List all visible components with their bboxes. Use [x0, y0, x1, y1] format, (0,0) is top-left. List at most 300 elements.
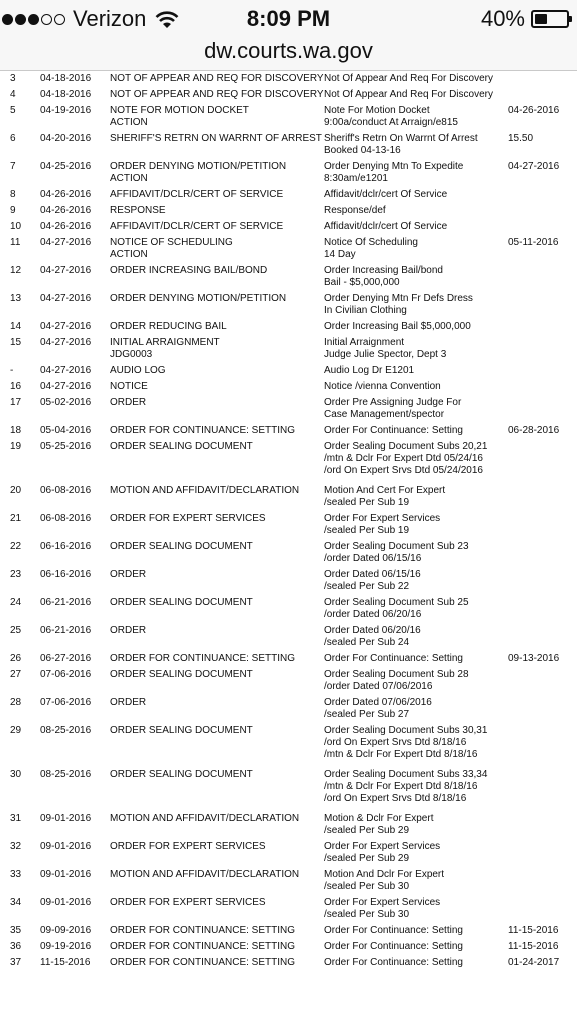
- row-number: [10, 897, 21, 909]
- row-date: [40, 379, 91, 395]
- row-description-line: Order Dated 07/06/2016: [324, 697, 432, 708]
- row-description-line: Response/def: [324, 205, 386, 216]
- row-description-line: 9:00a/conduct At Arraign/e815: [324, 117, 458, 128]
- row-description: [324, 597, 469, 621]
- row-description: [324, 513, 440, 537]
- row-code: [110, 923, 295, 939]
- row-date: [40, 71, 91, 87]
- row-date: [40, 161, 91, 173]
- row-description: [324, 379, 441, 395]
- row-description-line: Order Dated 06/20/16: [324, 625, 421, 636]
- row-number: [10, 923, 21, 939]
- row-date: [40, 597, 91, 609]
- row-code-line: ORDER FOR EXPERT SERVICES: [110, 513, 266, 524]
- row-code-line: ACTION: [110, 173, 148, 184]
- row-number-line: 14: [10, 321, 22, 332]
- table-row: [0, 667, 577, 695]
- row-code-line: ACTION: [110, 117, 148, 128]
- row-description-line: Motion & Dclr For Expert: [324, 813, 434, 824]
- row-date: [40, 541, 91, 553]
- row-date-line: 04-18-2016: [40, 89, 92, 100]
- row-description-line: Initial Arraignment: [324, 337, 405, 348]
- row-number: [10, 597, 21, 609]
- row-description-line: Audio Log Dr E1201: [324, 365, 415, 376]
- row-description: [324, 133, 478, 157]
- table-row: [0, 87, 577, 103]
- row-date: [40, 841, 91, 853]
- row-description: [324, 265, 443, 289]
- row-date-line: 09-09-2016: [40, 925, 92, 936]
- row-code: [110, 485, 299, 497]
- row-number-line: 33: [10, 869, 22, 880]
- row-number: [10, 725, 21, 737]
- row-number: [10, 161, 16, 173]
- table-row: [0, 319, 577, 335]
- row-date-line: 11-15-2016: [40, 957, 91, 968]
- row-number-line: 29: [10, 725, 22, 736]
- row-date: [40, 869, 91, 881]
- row-date-line: 04-20-2016: [40, 133, 92, 144]
- row-number: [10, 939, 21, 955]
- row-description: [324, 541, 469, 565]
- row-date: [40, 203, 91, 219]
- row-date: [40, 651, 91, 667]
- row-description-line: /sealed Per Sub 19: [324, 497, 410, 508]
- row-code-line: SHERIFF'S RETRN ON WARRNT OF ARREST: [110, 133, 322, 144]
- row-description-line: Order Increasing Bail $5,000,000: [324, 321, 471, 332]
- row-code-line: NOTE FOR MOTION DOCKET: [110, 105, 249, 116]
- table-row: [0, 103, 577, 131]
- row-code: [110, 769, 253, 781]
- table-row: [0, 203, 577, 219]
- row-code: [110, 513, 266, 525]
- row-description: [324, 441, 487, 477]
- row-number-line: 32: [10, 841, 22, 852]
- row-description-line: In Civilian Clothing: [324, 305, 407, 316]
- table-row: [0, 335, 577, 363]
- row-date: [40, 133, 91, 145]
- row-description-line: Order For Continuance: Setting: [324, 941, 463, 952]
- row-number-line: 31: [10, 813, 22, 824]
- row-description-line: /sealed Per Sub 19: [324, 525, 410, 536]
- row-code-line: MOTION AND AFFIDAVIT/DECLARATION: [110, 485, 300, 496]
- row-description: [324, 923, 463, 939]
- row-code-line: INITIAL ARRAIGNMENT: [110, 337, 220, 348]
- row-code-line: MOTION AND AFFIDAVIT/DECLARATION: [110, 813, 300, 824]
- table-row: [0, 483, 577, 511]
- table-row: [0, 439, 577, 483]
- row-date: [40, 485, 91, 497]
- row-date-line: 04-26-2016: [40, 205, 92, 216]
- row-number-line: 12: [10, 265, 22, 276]
- row-description-line: Bail - $5,000,000: [324, 277, 400, 288]
- row-code-line: ORDER FOR CONTINUANCE: SETTING: [110, 925, 296, 936]
- row-description: [324, 237, 418, 261]
- row-code: [110, 441, 253, 453]
- row-code: [110, 105, 249, 129]
- row-date-line: 04-27-2016: [40, 337, 92, 348]
- row-code: [110, 161, 286, 185]
- row-description: [324, 769, 487, 805]
- row-number: [10, 187, 16, 203]
- table-row: [0, 767, 577, 811]
- row-description: [324, 105, 458, 129]
- row-description: [324, 625, 421, 649]
- row-due-date-line: 04-26-2016: [508, 105, 560, 116]
- table-row: [0, 895, 577, 923]
- row-number-line: 11: [10, 237, 21, 248]
- row-description-line: /sealed Per Sub 29: [324, 853, 410, 864]
- row-date-line: 04-27-2016: [40, 381, 92, 392]
- row-number-line: 24: [10, 597, 22, 608]
- row-description: [324, 187, 447, 203]
- row-date-line: 04-27-2016: [40, 365, 92, 376]
- row-description-line: Notice /vienna Convention: [324, 381, 441, 392]
- row-code: [110, 187, 283, 203]
- row-code-line: ORDER SEALING DOCUMENT: [110, 769, 253, 780]
- row-number: [10, 397, 21, 409]
- row-code: [110, 379, 148, 395]
- row-code: [110, 87, 324, 103]
- row-code-line: ORDER REDUCING BAIL: [110, 321, 227, 332]
- row-date: [40, 219, 91, 235]
- row-date-line: 09-19-2016: [40, 941, 92, 952]
- row-number-line: 3: [10, 73, 16, 84]
- row-number-line: 30: [10, 769, 22, 780]
- row-number-line: 26: [10, 653, 22, 664]
- row-number: [10, 219, 21, 235]
- row-code: [110, 651, 295, 667]
- row-date-line: 07-06-2016: [40, 669, 92, 680]
- row-description: [324, 319, 471, 335]
- row-due-date: [508, 105, 559, 117]
- row-due-date: [508, 939, 558, 955]
- row-description-line: 14 Day: [324, 249, 356, 260]
- row-code: [110, 955, 295, 971]
- row-description-line: /mtn & Dclr For Expert Dtd 8/18/16: [324, 749, 478, 760]
- row-description-line: Order Denying Mtn To Expedite: [324, 161, 464, 172]
- row-date-line: 09-01-2016: [40, 813, 92, 824]
- row-number: [10, 813, 21, 825]
- row-code-line: NOT OF APPEAR AND REQ FOR DISCOVERY: [110, 89, 324, 100]
- row-description: [324, 841, 440, 865]
- row-description-line: /sealed Per Sub 27: [324, 709, 410, 720]
- row-code: [110, 293, 286, 305]
- row-number-line: 20: [10, 485, 22, 496]
- battery-level: [535, 14, 547, 24]
- row-number-line: -: [10, 365, 14, 376]
- row-code: [110, 219, 283, 235]
- row-date: [40, 423, 91, 439]
- table-row: [0, 839, 577, 867]
- row-date: [40, 625, 91, 637]
- row-description-line: Order For Expert Services: [324, 897, 441, 908]
- row-description-line: /order Dated 07/06/2016: [324, 681, 433, 692]
- row-number-line: 8: [10, 189, 16, 200]
- row-description-line: /sealed Per Sub 24: [324, 637, 410, 648]
- row-description: [324, 869, 444, 893]
- row-date-line: 04-27-2016: [40, 321, 92, 332]
- row-code: [110, 363, 166, 379]
- row-code: [110, 597, 253, 609]
- row-description-line: Order Sealing Document Sub 28: [324, 669, 469, 680]
- row-code-line: ORDER FOR EXPERT SERVICES: [110, 841, 266, 852]
- row-description-line: /ord On Expert Srvs Dtd 05/24/2016: [324, 465, 483, 476]
- row-number: [10, 363, 13, 379]
- row-description: [324, 485, 445, 509]
- table-row: [0, 71, 577, 87]
- table-row: [0, 811, 577, 839]
- row-number-line: 7: [10, 161, 16, 172]
- row-description-line: Order Dated 06/15/16: [324, 569, 421, 580]
- row-description: [324, 939, 463, 955]
- table-row: [0, 219, 577, 235]
- row-code-line: ORDER SEALING DOCUMENT: [110, 541, 253, 552]
- row-code-line: ORDER SEALING DOCUMENT: [110, 441, 253, 452]
- row-date: [40, 187, 91, 203]
- row-number-line: 10: [10, 221, 22, 232]
- row-description-line: /sealed Per Sub 29: [324, 825, 410, 836]
- row-description-line: Motion And Cert For Expert: [324, 485, 446, 496]
- row-date-line: 04-26-2016: [40, 221, 92, 232]
- row-date-line: 07-06-2016: [40, 697, 92, 708]
- row-date-line: 04-27-2016: [40, 265, 92, 276]
- row-code-line: ORDER FOR CONTINUANCE: SETTING: [110, 425, 296, 436]
- row-code: [110, 841, 266, 853]
- row-code-line: ORDER SEALING DOCUMENT: [110, 669, 253, 680]
- row-number: [10, 513, 21, 525]
- browser-address-bar[interactable]: [0, 38, 577, 71]
- row-code: [110, 569, 146, 581]
- row-description: [324, 397, 461, 421]
- row-date-line: 08-25-2016: [40, 725, 92, 736]
- row-due-date-line: 11-15-2016: [508, 941, 559, 952]
- row-number: [10, 133, 16, 145]
- row-date: [40, 725, 91, 737]
- row-description: [324, 363, 414, 379]
- row-number-line: 27: [10, 669, 22, 680]
- row-date: [40, 923, 91, 939]
- row-code: [110, 133, 322, 145]
- table-row: [0, 511, 577, 539]
- row-number: [10, 237, 20, 249]
- row-number-line: 28: [10, 697, 22, 708]
- row-date: [40, 955, 90, 971]
- row-date-line: 05-25-2016: [40, 441, 92, 452]
- row-description-line: Note For Motion Docket: [324, 105, 430, 116]
- row-code-line: ORDER INCREASING BAIL/BOND: [110, 265, 268, 276]
- row-date: [40, 337, 91, 349]
- row-number-line: 13: [10, 293, 22, 304]
- row-description-line: Sheriff's Retrn On Warrnt Of Arrest: [324, 133, 478, 144]
- battery-icon: [531, 10, 569, 28]
- row-description-line: /ord On Expert Srvs Dtd 8/18/16: [324, 737, 467, 748]
- battery-tip: [569, 16, 572, 22]
- row-description-line: Order For Continuance: Setting: [324, 957, 463, 968]
- table-row: [0, 567, 577, 595]
- row-date: [40, 293, 91, 305]
- table-row: [0, 723, 577, 767]
- row-code: [110, 423, 295, 439]
- row-description: [324, 203, 386, 219]
- row-description-line: /order Dated 06/15/16: [324, 553, 422, 564]
- row-date: [40, 105, 91, 117]
- row-number: [10, 293, 21, 305]
- row-date: [40, 237, 91, 249]
- row-description-line: /mtn & Dclr For Expert Dtd 05/24/16: [324, 453, 483, 464]
- table-row: [0, 395, 577, 423]
- row-description-line: Order Sealing Document Sub 25: [324, 597, 469, 608]
- row-code: [110, 265, 267, 277]
- row-code: [110, 725, 253, 737]
- row-number: [10, 669, 21, 681]
- row-description: [324, 87, 493, 103]
- row-code-line: NOTICE: [110, 381, 148, 392]
- row-number: [10, 105, 16, 117]
- row-description-line: Order Sealing Document Subs 30,31: [324, 725, 488, 736]
- row-code-line: ORDER: [110, 569, 147, 580]
- row-date: [40, 897, 91, 909]
- row-code-line: ORDER FOR CONTINUANCE: SETTING: [110, 941, 296, 952]
- row-description: [324, 161, 463, 185]
- row-number-line: 19: [10, 441, 22, 452]
- row-code: [110, 697, 146, 709]
- row-description-line: Case Management/spector: [324, 409, 445, 420]
- row-code-line: AFFIDAVIT/DCLR/CERT OF SERVICE: [110, 189, 284, 200]
- row-date: [40, 87, 91, 103]
- table-row: [0, 595, 577, 623]
- row-description-line: /sealed Per Sub 30: [324, 881, 410, 892]
- row-description-line: /sealed Per Sub 22: [324, 581, 410, 592]
- battery-percent: 40%: [480, 6, 525, 31]
- row-number-line: 5: [10, 105, 16, 116]
- row-number: [10, 651, 21, 667]
- row-description: [324, 71, 493, 87]
- row-description-line: Order For Continuance: Setting: [324, 653, 463, 664]
- row-description: [324, 897, 440, 921]
- row-code-line: ORDER FOR CONTINUANCE: SETTING: [110, 957, 296, 968]
- row-description: [324, 813, 433, 837]
- row-date: [40, 513, 91, 525]
- row-description-line: Order Sealing Document Subs 33,34: [324, 769, 488, 780]
- table-row: [0, 539, 577, 567]
- row-date-line: 05-02-2016: [40, 397, 92, 408]
- row-code-line: NOT OF APPEAR AND REQ FOR DISCOVERY: [110, 73, 324, 84]
- status-time: 8:09 PM: [246, 6, 331, 31]
- row-code: [110, 71, 324, 87]
- row-due-date: [508, 161, 559, 173]
- row-due-date: [508, 237, 558, 249]
- row-due-date: [508, 955, 559, 971]
- row-description-line: 8:30am/e1201: [324, 173, 388, 184]
- row-date-line: 04-27-2016: [40, 293, 92, 304]
- row-code-line: ORDER DENYING MOTION/PETITION: [110, 161, 287, 172]
- row-code: [110, 939, 295, 955]
- row-number-line: 37: [10, 957, 22, 968]
- row-code: [110, 337, 220, 361]
- row-description-line: Judge Julie Spector, Dept 3: [324, 349, 447, 360]
- row-date-line: 06-16-2016: [40, 541, 92, 552]
- row-number: [10, 485, 21, 497]
- row-description: [324, 219, 447, 235]
- row-date-line: 06-16-2016: [40, 569, 92, 580]
- status-right: [481, 6, 569, 32]
- row-description-line: Order For Continuance: Setting: [324, 925, 463, 936]
- row-code-line: ORDER FOR EXPERT SERVICES: [110, 897, 266, 908]
- table-row: [0, 187, 577, 203]
- row-number: [10, 265, 21, 277]
- row-number: [10, 625, 21, 637]
- row-description: [324, 955, 463, 971]
- row-due-date-line: 05-11-2016: [508, 237, 559, 248]
- row-description-line: Not Of Appear And Req For Discovery: [324, 89, 493, 100]
- row-date: [40, 265, 91, 277]
- row-code-line: ORDER: [110, 697, 147, 708]
- row-date-line: 06-08-2016: [40, 485, 92, 496]
- table-row: [0, 867, 577, 895]
- row-number-line: 21: [10, 513, 22, 524]
- row-number: [10, 337, 21, 349]
- table-row: [0, 955, 577, 971]
- row-description-line: Affidavit/dclr/cert Of Service: [324, 221, 448, 232]
- row-number: [10, 697, 21, 709]
- table-row: [0, 159, 577, 187]
- table-row: [0, 623, 577, 651]
- row-number-line: 4: [10, 89, 16, 100]
- row-number: [10, 769, 21, 781]
- table-row: [0, 423, 577, 439]
- row-description-line: Order For Expert Services: [324, 513, 441, 524]
- row-date-line: 04-27-2016: [40, 237, 92, 248]
- table-row: [0, 263, 577, 291]
- row-code-line: ACTION: [110, 249, 148, 260]
- row-number-line: 22: [10, 541, 22, 552]
- row-date-line: 05-04-2016: [40, 425, 92, 436]
- row-date: [40, 363, 91, 379]
- row-description: [324, 337, 446, 361]
- row-description-line: Notice Of Scheduling: [324, 237, 418, 248]
- row-code-line: ORDER DENYING MOTION/PETITION: [110, 293, 287, 304]
- row-description-line: /sealed Per Sub 30: [324, 909, 410, 920]
- row-due-date-line: 09-13-2016: [508, 653, 560, 664]
- row-number: [10, 71, 16, 87]
- row-date-line: 04-18-2016: [40, 73, 92, 84]
- row-due-date-line: 15.50: [508, 133, 534, 144]
- row-description: [324, 423, 463, 439]
- row-description: [324, 697, 432, 721]
- row-code-line: MOTION AND AFFIDAVIT/DECLARATION: [110, 869, 300, 880]
- row-code-line: RESPONSE: [110, 205, 166, 216]
- row-code: [110, 203, 166, 219]
- row-description-line: Not Of Appear And Req For Discovery: [324, 73, 493, 84]
- row-number-line: 6: [10, 133, 16, 144]
- table-row: [0, 923, 577, 939]
- row-code-line: AFFIDAVIT/DCLR/CERT OF SERVICE: [110, 221, 284, 232]
- url-text[interactable]: dw.courts.wa.gov: [204, 38, 373, 63]
- row-number-line: 23: [10, 569, 22, 580]
- row-due-date: [508, 651, 559, 667]
- row-number: [10, 841, 21, 853]
- row-code-line: NOTICE OF SCHEDULING: [110, 237, 233, 248]
- row-date: [40, 669, 91, 681]
- row-date: [40, 569, 91, 581]
- row-description: [324, 293, 473, 317]
- carrier-name: Verizon: [73, 6, 147, 31]
- row-code-line: ORDER SEALING DOCUMENT: [110, 725, 253, 736]
- row-description-line: Order Increasing Bail/bond: [324, 265, 443, 276]
- row-description-line: /order Dated 06/20/16: [324, 609, 422, 620]
- row-due-date: [508, 923, 558, 939]
